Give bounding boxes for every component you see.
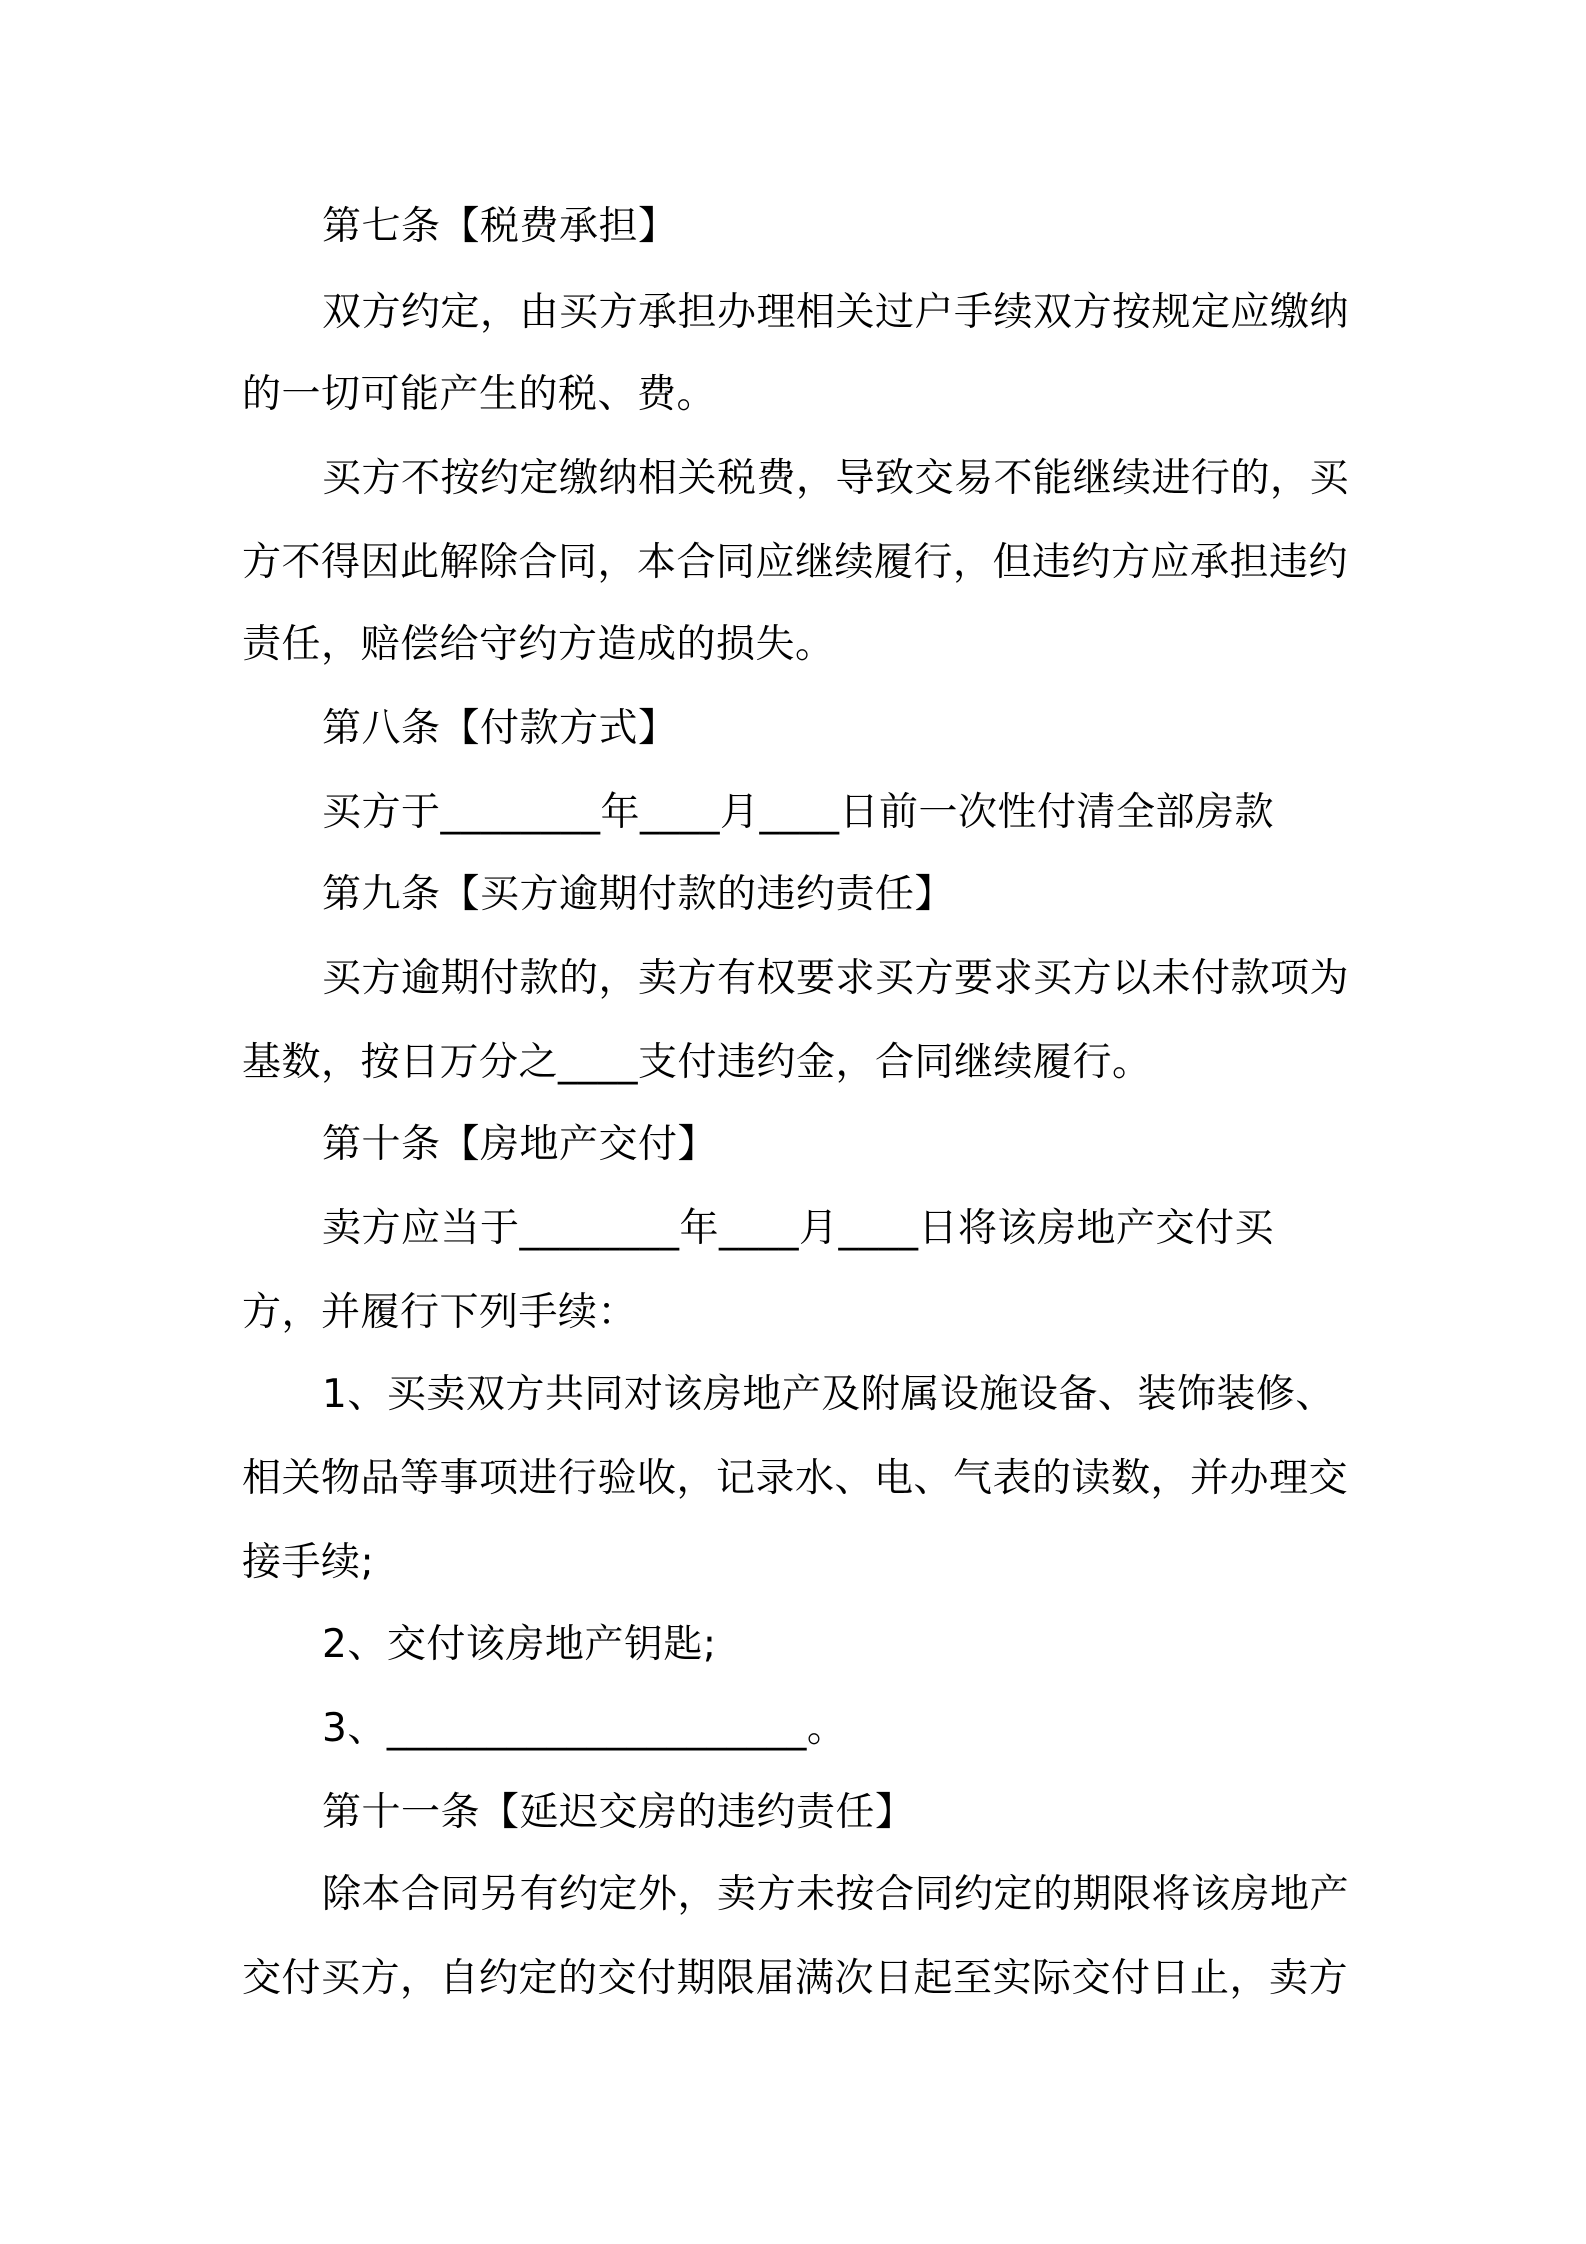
article-9-heading: 第九条【买方逾期付款的违约责任】 bbox=[322, 872, 955, 917]
article-7-paragraph-2-line-3: 责任，赔偿给守约方造成的损失。 bbox=[242, 622, 835, 667]
article-11-paragraph-line-1: 除本合同另有约定外，卖方未按合同约定的期限将该房地产 bbox=[322, 1872, 1350, 1917]
article-11-paragraph-line-2: 交付买方，自约定的交付期限届满次日起至实际交付日止，卖方 bbox=[242, 1956, 1349, 2001]
article-8-heading: 第八条【付款方式】 bbox=[322, 706, 678, 751]
article-7-paragraph-2-line-1: 买方不按约定缴纳相关税费，导致交易不能继续进行的，买 bbox=[322, 456, 1350, 501]
article-10-paragraph-line-2: 方，并履行下列手续： bbox=[242, 1290, 638, 1335]
article-8-paragraph: 买方于________年____月____日前一次性付清全部房款 bbox=[322, 790, 1275, 835]
article-11-heading: 第十一条【延迟交房的违约责任】 bbox=[322, 1790, 915, 1835]
article-10-item-1-line-3: 接手续; bbox=[242, 1540, 375, 1585]
article-7-paragraph-1-line-1: 双方约定，由买方承担办理相关过户手续双方按规定应缴纳 bbox=[322, 290, 1350, 335]
article-10-item-2: 2、交付该房地产钥匙; bbox=[322, 1622, 717, 1667]
article-10-heading: 第十条【房地产交付】 bbox=[322, 1122, 718, 1167]
article-7-heading: 第七条【税费承担】 bbox=[322, 204, 678, 249]
article-10-item-1-line-2: 相关物品等事项进行验收，记录水、电、气表的读数，并办理交 bbox=[242, 1456, 1349, 1501]
article-9-paragraph-line-2: 基数，按日万分之____支付违约金，合同继续履行。 bbox=[242, 1040, 1152, 1085]
article-10-item-1-line-1: 1、买卖双方共同对该房地产及附属设施设备、装饰装修、 bbox=[322, 1372, 1335, 1417]
article-9-paragraph-line-1: 买方逾期付款的，卖方有权要求买方要求买方以未付款项为 bbox=[322, 956, 1350, 1001]
article-7-paragraph-1-line-2: 的一切可能产生的税、费。 bbox=[242, 372, 717, 417]
article-10-item-3: 3、_____________________。 bbox=[322, 1706, 847, 1751]
article-10-paragraph-line-1: 卖方应当于________年____月____日将该房地产交付买 bbox=[322, 1206, 1275, 1251]
article-7-paragraph-2-line-2: 方不得因此解除合同，本合同应继续履行，但违约方应承担违约 bbox=[242, 540, 1349, 585]
